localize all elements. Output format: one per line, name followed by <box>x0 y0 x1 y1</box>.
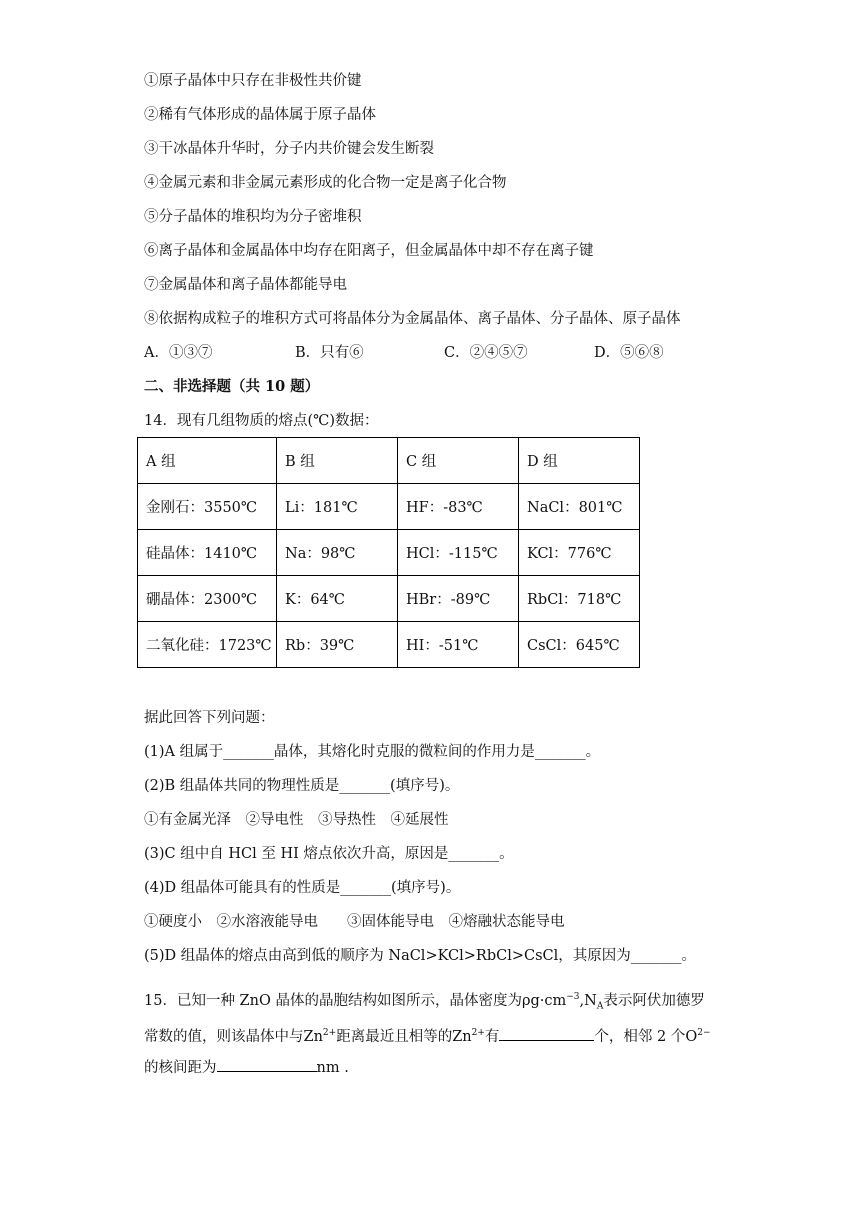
q14-part-3: (3)C 组中自 HCl 至 HI 熔点依次升高，原因是_______。 <box>144 846 514 862</box>
melting-point-table <box>137 437 640 668</box>
charge: 2+ <box>471 1028 485 1038</box>
table-row <box>138 530 640 576</box>
option-d: D．⑤⑥⑧ <box>594 345 664 361</box>
table-cell: RbCl：718℃ <box>519 576 640 622</box>
table-cell: Li：181℃ <box>277 484 398 530</box>
q14-part-2: (2)B 组晶体共同的物理性质是_______(填序号)。 <box>144 778 460 794</box>
table-cell: Rb：39℃ <box>277 622 398 668</box>
subscript: A <box>596 1001 604 1012</box>
q15-text: 表示阿伏加德罗 <box>603 992 705 1009</box>
table-cell: KCl：776℃ <box>519 530 640 576</box>
statement-7: ⑦金属晶体和离子晶体都能导电 <box>144 277 347 293</box>
q15-text: 常数的值，则该晶体中与 <box>144 1028 304 1045</box>
zinc-ion: Zn <box>303 1028 323 1045</box>
table-row <box>138 576 640 622</box>
q15-line-2 <box>144 1023 711 1047</box>
charge: 2+ <box>322 1028 337 1038</box>
table-cell: HF：-83℃ <box>398 484 519 530</box>
table-row <box>138 622 640 668</box>
q15-text: 距离最近且相等的 <box>336 1028 453 1045</box>
q15-text: 的核间距为 <box>144 1060 217 1076</box>
statement-1: ①原子晶体中只存在非极性共价键 <box>144 73 362 89</box>
q15-text: 有 <box>484 1028 500 1045</box>
q15-text: 15．已知一种 ZnO 晶体的晶胞结构如图所示，晶体密度为 <box>144 992 522 1009</box>
table-cell: K：64℃ <box>277 576 398 622</box>
q14-stem: 14．现有几组物质的熔点(℃)数据： <box>144 413 379 429</box>
oxide-ion: O <box>685 1028 698 1045</box>
density-symbol: ρg·cm <box>521 992 567 1009</box>
statement-8: ⑧依据构成粒子的堆积方式可将晶体分为金属晶体、离子晶体、分子晶体、原子晶体 <box>144 311 681 327</box>
avogadro-symbol: ,N <box>579 992 597 1009</box>
answer-blank[interactable] <box>217 1057 317 1072</box>
table-cell: NaCl：801℃ <box>519 484 640 530</box>
table-header-cell: D 组 <box>519 438 640 484</box>
statement-6: ⑥离子晶体和金属晶体中均存在阳离子，但金属晶体中却不存在离子键 <box>144 243 594 259</box>
statement-5: ⑤分子晶体的堆积均为分子密堆积 <box>144 209 362 225</box>
table-header-cell: B 组 <box>277 438 398 484</box>
q15-text: 个，相邻 2 个 <box>594 1028 686 1045</box>
table-cell: HBr：-89℃ <box>398 576 519 622</box>
table-row <box>138 484 640 530</box>
zinc-ion: Zn <box>452 1028 472 1045</box>
table-header-cell: A 组 <box>138 438 277 484</box>
option-b: B．只有⑥ <box>295 345 364 361</box>
q14-part-2-options: ①有金属光泽 ②导电性 ③导热性 ④延展性 <box>144 812 449 828</box>
q15-line-3 <box>144 1057 349 1078</box>
table-header-row <box>138 438 640 484</box>
answer-blank[interactable] <box>499 1026 594 1041</box>
q14-part-4: (4)D 组晶体可能具有的性质是_______(填序号)。 <box>144 880 461 896</box>
table-cell: HI：-51℃ <box>398 622 519 668</box>
q14-part-4-options: ①硬度小 ②水溶液能导电 ③固体能导电 ④熔融状态能导电 <box>144 914 565 930</box>
table-cell: HCl：-115℃ <box>398 530 519 576</box>
table-cell: Na：98℃ <box>277 530 398 576</box>
q14-lead: 据此回答下列问题： <box>144 710 275 726</box>
table-cell: 二氧化硅：1723℃ <box>138 622 277 668</box>
q14-part-1: (1)A 组属于_______晶体，其熔化时克服的微粒间的作用力是_______。 <box>144 744 601 760</box>
exponent: −3 <box>566 992 580 1002</box>
section-title: 二、非选择题（共 10 题） <box>144 378 320 395</box>
charge: 2− <box>697 1028 711 1038</box>
q14-part-5: (5)D 组晶体的熔点由高到低的顺序为 NaCl>KCl>RbCl>CsCl，其原因为_______。 <box>144 948 697 964</box>
table-cell: 金刚石：3550℃ <box>138 484 277 530</box>
option-a: A．①③⑦ <box>144 345 213 361</box>
q15-line-1 <box>144 987 705 1017</box>
table-cell: CsCl：645℃ <box>519 622 640 668</box>
statement-2: ②稀有气体形成的晶体属于原子晶体 <box>144 107 376 123</box>
table-cell: 硼晶体：2300℃ <box>138 576 277 622</box>
option-c: C．②④⑤⑦ <box>444 345 528 361</box>
statement-4: ④金属元素和非金属元素形成的化合物一定是离子化合物 <box>144 175 507 191</box>
statement-3: ③干冰晶体升华时，分子内共价键会发生断裂 <box>144 141 434 157</box>
table-header-cell: C 组 <box>398 438 519 484</box>
table-cell: 硅晶体：1410℃ <box>138 530 277 576</box>
q15-text: nm . <box>316 1060 349 1076</box>
